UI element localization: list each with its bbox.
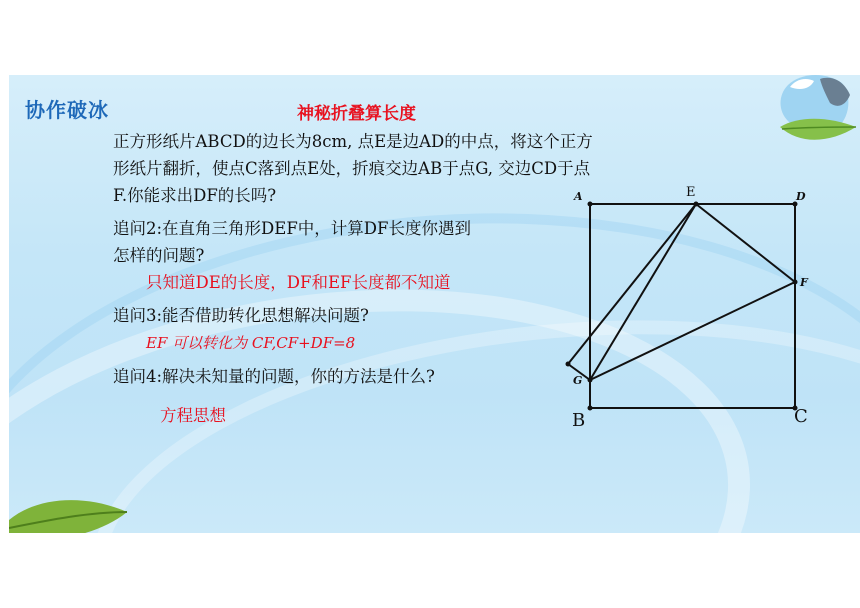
question-3-line-1: 追问3:能否借助转化思想解决问题? bbox=[113, 306, 369, 325]
cloud-sky-icon bbox=[770, 65, 860, 155]
point-b bbox=[588, 406, 593, 411]
folded-square-figure bbox=[560, 180, 820, 430]
square-abcd bbox=[590, 204, 795, 408]
question-2-line-1: 追问2:在直角三角形DEF中，计算DF长度你遇到 bbox=[113, 219, 471, 238]
leaf-icon bbox=[9, 490, 129, 533]
problem-line-3: F.你能求出DF的长吗? bbox=[113, 186, 277, 205]
label-b: B bbox=[572, 410, 586, 430]
label-c: C bbox=[794, 406, 808, 427]
point-a bbox=[588, 202, 593, 207]
question-4-line-1: 追问4:解决未知量的问题，你的方法是什么? bbox=[113, 367, 435, 386]
label-f: F bbox=[800, 276, 808, 289]
point-g bbox=[588, 378, 593, 383]
segment-ef bbox=[696, 204, 795, 282]
label-e: E bbox=[686, 185, 696, 200]
label-a: A bbox=[574, 190, 583, 203]
problem-line-2: 形纸片翻折，使点C落到点E处，折痕交边AB于点G, 交边CD于点 bbox=[113, 159, 591, 178]
label-d: D bbox=[796, 190, 806, 203]
question-2-line-2: 怎样的问题? bbox=[113, 246, 205, 265]
question-3-answer: EF 可以转化为 CF,CF+DF=8 bbox=[146, 334, 356, 352]
folded-edge bbox=[568, 204, 696, 364]
slide-subtitle: 神秘折叠算长度 bbox=[297, 104, 416, 124]
slide-title: 协作破冰 bbox=[25, 98, 109, 122]
question-2-answer: 只知道DE的长度，DF和EF长度都不知道 bbox=[146, 273, 451, 292]
label-g: G bbox=[573, 374, 583, 387]
point-e bbox=[694, 202, 699, 207]
point-f bbox=[793, 280, 798, 285]
problem-line-1: 正方形纸片ABCD的边长为8cm, 点E是边AD的中点，将这个正方 bbox=[113, 132, 593, 151]
question-4-answer: 方程思想 bbox=[160, 406, 226, 425]
point-folded bbox=[566, 362, 571, 367]
